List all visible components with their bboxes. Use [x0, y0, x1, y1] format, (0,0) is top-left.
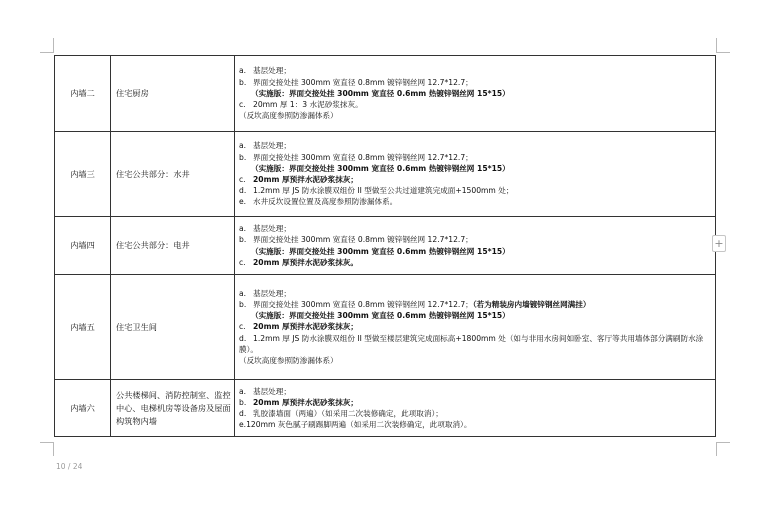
spec-line	[239, 299, 713, 310]
spec-line	[239, 65, 713, 76]
crop-mark	[40, 442, 54, 443]
area-name: 公共楼梯间、消防控制室、监控中心、电梯机房等设备房及屋面构筑物内墙	[111, 380, 235, 437]
add-button[interactable]: +	[712, 235, 726, 252]
spec-line-text: 界面交接处挂 300mm 宽直径 0.8mm 镀锌钢丝网 12.7*12.7；	[253, 77, 473, 87]
spec-line-text: 水井反坎设置位置及高度参照防渗漏体系。	[253, 197, 398, 207]
wall-code: 内墙六	[55, 380, 111, 437]
spec-line-prefix: d.	[239, 333, 247, 343]
spec-line	[239, 140, 713, 151]
spec-line	[239, 223, 713, 234]
spec-line-bold: （若为精装房内墙镀锌钢丝网满挂）	[472, 299, 591, 309]
spec-line	[239, 408, 713, 419]
spec-line-text: 基层处理；	[253, 66, 291, 76]
crop-mark	[53, 442, 54, 456]
table-row	[55, 275, 716, 380]
spec-line	[239, 185, 713, 196]
spec-line-text: 基层处理；	[253, 224, 291, 234]
wall-code: 内墙四	[55, 217, 111, 275]
spec-line-text: 基层处理；	[253, 141, 291, 151]
crop-mark	[716, 38, 717, 52]
spec-line	[239, 110, 713, 121]
spec-line-prefix: e.	[239, 197, 247, 207]
table-row	[55, 217, 716, 275]
wall-code: 内墙五	[55, 275, 111, 380]
spec-line-bold: 20mm 厚预拌水泥砂浆抹灰；	[253, 175, 358, 184]
crop-mark	[716, 442, 730, 443]
spec-line-text: 1.2mm 厚 JS 防水涂膜双组份 II 型做至楼层建筑完成面标高+1800mm 处（如与非用水房间如卧室、客厅等共用墙体部分满刷防水涂膜）。	[239, 333, 704, 354]
spec-line	[239, 288, 713, 299]
spec-line-text: 20mm 厚 1：3 水泥砂浆抹灰。	[253, 100, 363, 110]
spec-cell	[235, 380, 716, 437]
spec-line-text: 界面交接处挂 300mm 宽直径 0.8mm 镀锌钢丝网 12.7*12.7；	[253, 235, 473, 245]
spec-line	[239, 152, 713, 163]
area-name: 住宅公共部分：电井	[111, 217, 235, 275]
spec-line-text: 界面交接处挂 300mm 宽直径 0.8mm 镀锌钢丝网 12.7*12.7；	[253, 152, 473, 162]
spec-line-prefix: d.	[239, 409, 247, 418]
spec-line-prefix: a.	[239, 141, 247, 151]
spec-cell	[235, 275, 716, 380]
spec-line-bold: （实施版：界面交接处挂 300mm 宽直径 0.6mm 热镀锌钢丝网 15*15）	[251, 311, 510, 321]
spec-line-bold: （实施版：界面交接处挂 300mm 宽直径 0.6mm 热镀锌钢丝网 15*15）	[251, 246, 510, 256]
spec-line-text: 界面交接处挂 300mm 宽直径 0.8mm 镀锌钢丝网 12.7*12.7；	[253, 299, 473, 309]
crop-mark	[40, 52, 54, 53]
spec-line-prefix: b.	[239, 152, 247, 162]
area-name: 住宅公共部分：水井	[111, 132, 235, 217]
spec-line-prefix: a.	[239, 224, 247, 234]
spec-line	[239, 321, 713, 332]
spec-line-prefix: c.	[239, 175, 246, 184]
spec-line-prefix: c.	[239, 100, 246, 110]
spec-line-bold: （实施版：界面交接处挂 300mm 宽直径 0.6mm 热镀锌钢丝网 15*15）	[251, 163, 510, 173]
spec-line-text: e.120mm 灰色腻子刷踢脚两遍（如采用二次装修确定，此项取消）。	[239, 420, 472, 430]
spec-line	[239, 386, 713, 397]
spec-line	[239, 246, 713, 257]
spec-line-prefix: a.	[239, 386, 247, 396]
spec-line-text: 1.2mm 厚 JS 防水涂膜双组份 II 型做至公共过道建筑完成面+1500mm 处；	[253, 186, 514, 196]
wall-code: 内墙二	[55, 56, 111, 132]
spec-line	[239, 419, 713, 430]
spec-cell	[235, 217, 716, 275]
spec-cell	[235, 56, 716, 132]
spec-line-text: （反坎高度参照防渗漏体系）	[239, 356, 338, 365]
wall-code: 内墙三	[55, 132, 111, 217]
spec-line-text: 基层处理；	[253, 386, 291, 396]
spec-line	[239, 163, 713, 174]
spec-line	[239, 174, 713, 185]
table-row	[55, 380, 716, 437]
spec-line-bold: 20mm 厚预拌水泥砂浆抹灰；	[253, 322, 358, 332]
spec-line	[239, 333, 713, 355]
area-name: 住宅厨房	[111, 56, 235, 132]
spec-line	[239, 88, 713, 99]
table-row	[55, 132, 716, 217]
spec-line-text: （反坎高度参照防渗漏体系）	[239, 111, 338, 121]
spec-line-prefix: c.	[239, 257, 246, 267]
spec-line-prefix: b.	[239, 397, 247, 407]
crop-mark	[716, 52, 730, 53]
area-name: 住宅卫生间	[111, 275, 235, 380]
spec-line	[239, 355, 713, 366]
spec-line-text: 乳胶漆墙面（两遍）（如采用二次装修确定，此项取消）；	[253, 409, 443, 418]
spec-line-prefix: a.	[239, 288, 247, 298]
spec-line-bold: 20mm 厚预拌水泥砂浆抹灰；	[253, 397, 358, 407]
table-row	[55, 56, 716, 132]
spec-line-prefix: b.	[239, 77, 247, 87]
wall-spec-table	[54, 55, 716, 437]
spec-line	[239, 99, 713, 110]
spec-line	[239, 77, 713, 88]
spec-line-prefix: a.	[239, 66, 247, 76]
spec-line-bold: 20mm 厚预拌水泥砂浆抹灰。	[253, 257, 358, 267]
spec-line-prefix: b.	[239, 299, 247, 309]
spec-cell	[235, 132, 716, 217]
spec-line-bold: （实施版：界面交接处挂 300mm 宽直径 0.6mm 热镀锌钢丝网 15*15）	[251, 88, 510, 98]
page-number: 10 / 24	[56, 462, 83, 471]
spec-line-prefix: d.	[239, 186, 247, 196]
crop-mark	[716, 442, 717, 456]
spec-line	[239, 397, 713, 408]
spec-line-prefix: c.	[239, 322, 246, 332]
spec-line	[239, 310, 713, 321]
spec-line-prefix: b.	[239, 235, 247, 245]
spec-line	[239, 234, 713, 245]
spec-line-text: 基层处理；	[253, 288, 291, 298]
crop-mark	[53, 38, 54, 52]
spec-line	[239, 257, 713, 268]
spec-line	[239, 196, 713, 207]
